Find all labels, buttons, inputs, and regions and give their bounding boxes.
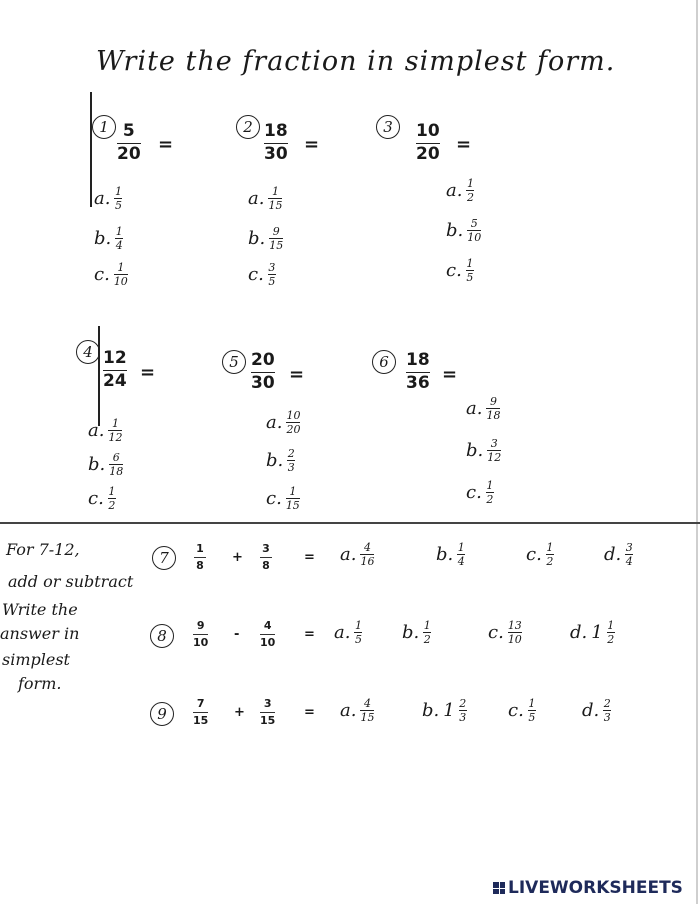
operator: + [232,550,243,565]
denominator: 20 [117,144,141,165]
answer-option[interactable]: b. 9 15 [248,225,284,253]
problem-fraction [103,350,127,391]
answer-option[interactable]: c. 1 2 [526,541,554,569]
problem-number: 3 [376,115,400,139]
addend-fraction: 1 8 [194,543,206,571]
denominator: 30 [251,373,275,394]
denominator: 30 [264,144,288,165]
margin-line [90,92,92,207]
equals-sign: = [304,550,315,565]
problem-number: 4 [76,340,100,364]
answer-option[interactable]: a. 1 5 [334,619,362,647]
problem-number: 6 [372,350,396,374]
problem-number: 1 [92,115,116,139]
instruction-line: simplest [2,650,70,669]
problem-number: 5 [222,350,246,374]
problem-number: 8 [150,624,174,648]
addend-fraction: 9 10 [193,619,209,649]
numerator: 10 [416,121,440,141]
equals-sign: = [140,362,156,383]
problem-fraction [117,123,141,164]
equals-sign: = [304,627,315,642]
numerator: 5 [122,121,135,141]
equals-sign: = [158,134,174,155]
answer-option[interactable]: a. 10 20 [266,409,301,437]
instruction-line: For 7-12, [6,540,80,559]
answer-option[interactable]: a. 9 18 [466,395,501,423]
scan-edge [696,0,698,904]
answer-option[interactable]: a. 1 12 [88,417,123,445]
instruction-line: Write the [2,600,78,619]
numerator: 18 [406,350,430,370]
problem-number: 7 [152,546,176,570]
instruction-line: form. [18,674,62,693]
numerator: 12 [103,348,127,368]
answer-option[interactable]: a. 1 2 [446,177,474,205]
equals-sign: = [442,364,458,385]
answer-option[interactable]: c. 1 5 [446,257,474,285]
margin-line [98,326,100,426]
operator: - [234,627,240,642]
answer-option[interactable]: b. 1 4 [436,541,465,569]
problem-number: 2 [236,115,260,139]
numerator: 20 [251,350,275,370]
operator: + [234,705,245,720]
addend-fraction: 4 10 [260,619,276,649]
answer-option[interactable]: b. 6 18 [88,451,124,479]
answer-option[interactable]: a. 4 15 [340,697,375,725]
problem-number: 9 [150,702,174,726]
answer-option[interactable]: c. 1 5 [508,697,536,725]
answer-option[interactable]: d. 1 1 2 [570,619,615,647]
instruction-line: add or subtract [8,572,134,591]
page-title: Write the fraction in simplest form. [96,46,616,77]
answer-option[interactable]: d. 3 4 [604,541,633,569]
problem-fraction [264,123,288,164]
liveworksheets-logo [493,878,683,898]
answer-option[interactable]: b. 1 4 [94,225,123,253]
logo-grid-icon [493,882,505,894]
answer-option[interactable]: c. 1 15 [266,485,300,513]
denominator: 20 [416,144,440,165]
answer-option[interactable]: b. 1 2 [402,619,431,647]
section-divider [0,522,700,524]
addend-fraction: 7 15 [193,697,209,727]
instruction-line: answer in [0,624,80,643]
answer-option[interactable]: a. 1 15 [248,185,283,213]
answer-option[interactable]: b. 5 10 [446,217,482,245]
numerator: 18 [264,121,288,141]
equals-sign: = [456,134,472,155]
equals-sign: = [289,364,305,385]
denominator: 36 [406,373,430,394]
denominator: 24 [103,371,127,392]
problem-fraction [251,352,275,393]
answer-option[interactable]: c. 1 2 [466,479,494,507]
brand-text: LIVEWORKSHEETS [508,878,683,898]
problem-fraction [416,123,440,164]
answer-option[interactable]: a. 4 16 [340,541,375,569]
answer-option[interactable]: c. 13 10 [488,619,522,647]
answer-option[interactable]: c. 3 5 [248,261,276,289]
answer-option[interactable]: b. 1 2 3 [422,697,467,725]
answer-option[interactable]: b. 3 12 [466,437,502,465]
answer-option[interactable]: d. 2 3 [582,697,611,725]
equals-sign: = [304,705,315,720]
answer-option[interactable]: c. 1 10 [94,261,128,289]
answer-option[interactable]: b. 2 3 [266,447,295,475]
answer-option[interactable]: c. 1 2 [88,485,116,513]
equals-sign: = [304,134,320,155]
problem-fraction [406,352,430,393]
answer-option[interactable]: a. 1 5 [94,185,122,213]
addend-fraction: 3 8 [260,543,272,571]
addend-fraction: 3 15 [260,697,276,727]
